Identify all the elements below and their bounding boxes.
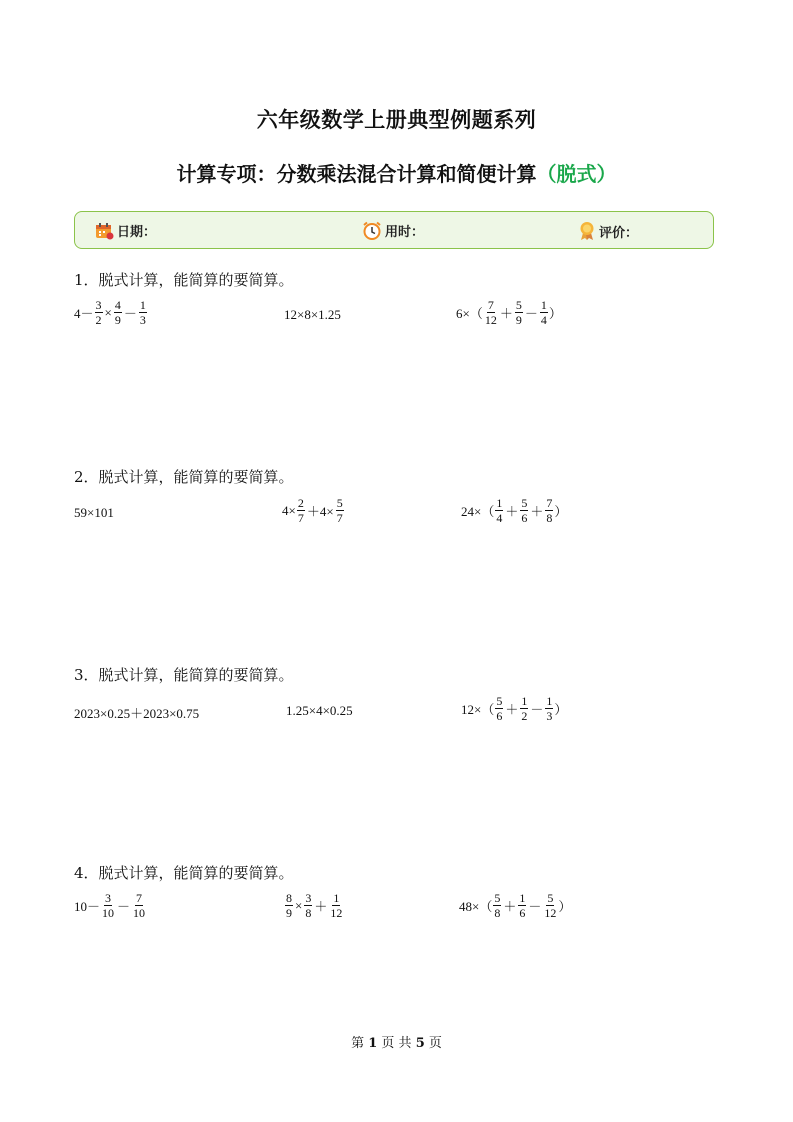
page-total: 5 [415,1036,425,1051]
date-label: 日期： [117,225,157,240]
page-title: 六年级数学上册典型例题系列 [256,108,537,132]
footer-suffix: 页 [428,1036,442,1051]
calendar-icon [95,222,114,240]
fraction: $\frac{7}{12}$ [484,298,497,327]
q4-problem-2 [284,891,344,920]
fraction: $\frac{1}{4}$ [540,298,547,327]
q1-problem-3 [456,298,562,327]
subtitle-main: 计算专项：分数乘法混合计算和简便计算 [176,162,537,186]
date-field [95,221,156,240]
q2p3-prefix: 24×（ [461,504,495,519]
fraction: $\frac{1}{6}$ [519,891,526,920]
operator: ＋4× [306,504,334,519]
question-2-heading: 2．脱式计算，能简算的要简算。 [74,468,294,486]
time-label: 用时： [385,225,425,240]
alarm-clock-icon [362,221,382,240]
award-medal-icon [578,221,596,241]
q4p1-term: 10－ [74,899,101,914]
q4-problem-1 [74,891,147,920]
fraction: $\frac{3}{2}$ [95,298,102,327]
q4-problem-3 [459,891,571,920]
question-3-heading: 3．脱式计算，能简算的要简算。 [74,666,294,684]
q3p3-prefix: 12×（ [461,702,495,717]
q3-problem-2: 1.25×4×0.25 [286,703,353,718]
q1-problem-1 [74,298,148,327]
operator: × [295,897,303,913]
q2p3-suffix: ） [554,504,568,519]
operator: － [530,702,544,717]
q2p2-term: 4× [282,502,296,518]
q2-problem-2 [282,496,345,525]
q2-problem-3 [461,496,567,525]
fraction: $\frac{5}{9}$ [515,298,522,327]
subtitle-highlight: （脱式） [536,162,617,186]
operator: ＋ [505,504,519,519]
q2-problem-1: 59×101 [74,505,114,520]
info-bar [74,211,714,249]
fraction: $\frac{1}{3}$ [546,694,553,723]
time-field [362,221,424,240]
page-number: 1 [368,1036,378,1051]
operator: ＋ [505,702,519,717]
fraction: $\frac{5}{6}$ [496,694,503,723]
fraction: $\frac{5}{7}$ [336,496,343,525]
operator: ＋ [530,504,544,519]
rating-label: 评价： [599,225,639,241]
fraction: $\frac{1}{2}$ [521,694,528,723]
operator: － [117,899,131,914]
rating-field [578,221,638,241]
operator: － [524,306,538,321]
q1-problem-2: 12×8×1.25 [284,307,341,322]
question-4-heading: 4．脱式计算，能简算的要简算。 [74,864,294,882]
q4p3-suffix: ） [558,899,572,914]
fraction: $\frac{3}{10}$ [102,891,115,920]
q3-problem-1: 2023×0.25＋2023×0.75 [74,706,200,721]
operator: ＋ [503,899,517,914]
q3p3-suffix: ） [554,702,568,717]
q4p3-prefix: 48×（ [459,899,493,914]
fraction: $\frac{7}{8}$ [546,496,553,525]
operator: － [528,899,542,914]
fraction: $\frac{1}{12}$ [330,891,343,920]
fraction: $\frac{5}{6}$ [521,496,528,525]
page-footer [0,1032,793,1051]
fraction: $\frac{8}{9}$ [286,891,292,920]
operator: ＋ [499,306,513,321]
fraction: $\frac{1}{4}$ [496,496,503,525]
fraction: $\frac{2}{7}$ [297,496,304,525]
q1p3-suffix: ） [548,306,562,321]
fraction: $\frac{5}{8}$ [494,891,501,920]
q3-problem-3 [461,694,567,723]
operator: ＋ [314,899,328,914]
q1p1-term: 4－ [74,306,94,321]
question-1-heading: 1．脱式计算，能简算的要简算。 [74,271,294,289]
fraction: $\frac{3}{8}$ [305,891,312,920]
operator: － [123,306,137,321]
fraction: $\frac{7}{10}$ [133,891,146,920]
operator: × [104,304,112,320]
footer-prefix: 第 [351,1036,365,1051]
page-subtitle [0,158,793,187]
footer-middle: 页 共 [381,1036,412,1051]
fraction: $\frac{4}{9}$ [114,298,121,327]
fraction: $\frac{5}{12}$ [544,891,557,920]
q1p3-prefix: 6×（ [456,306,483,321]
fraction: $\frac{1}{3}$ [139,298,146,327]
